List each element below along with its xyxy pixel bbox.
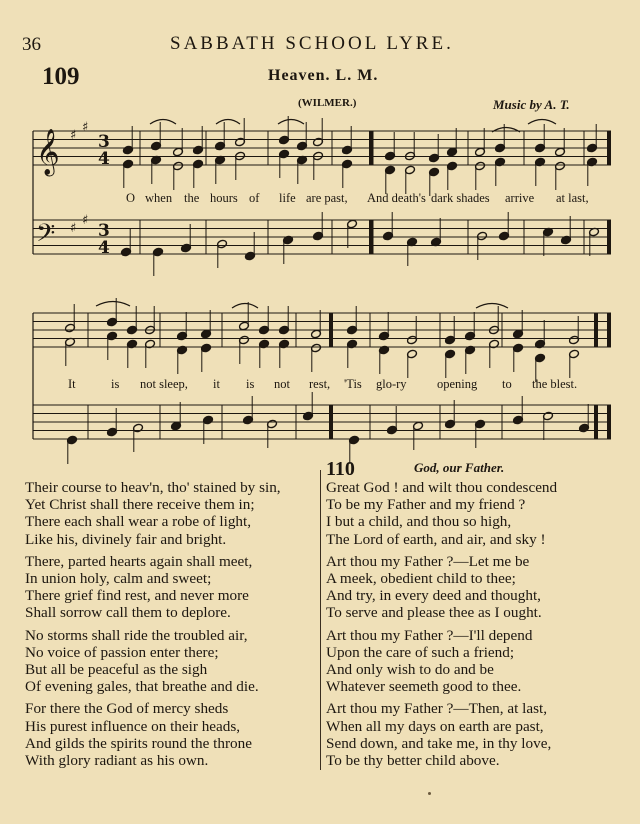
verse-line: Whatever seemeth good to thee.	[326, 678, 522, 696]
print-speck	[428, 792, 431, 795]
stanza	[326, 700, 557, 769]
slur	[96, 302, 130, 307]
verse-line: With glory radiant as his own.	[25, 752, 209, 770]
lyric-word: life	[279, 191, 296, 205]
key-sharp-1: ♯	[70, 128, 77, 143]
stanza	[326, 479, 557, 548]
verse-line: But all be peaceful as the sigh	[25, 661, 208, 679]
stanza	[326, 553, 557, 622]
slur	[528, 120, 556, 125]
verse-line: And gilds the spirits round the throne	[25, 734, 252, 752]
lyric-word: when	[145, 191, 173, 205]
hymn-109-title: Heaven. L. M.	[268, 67, 379, 84]
lyric-word: it	[213, 377, 220, 391]
verse-line: To be my Father and my friend ?	[326, 496, 526, 514]
lyric-word: O	[126, 191, 136, 205]
slur	[232, 304, 258, 309]
running-head: SABBATH SCHOOL LYRE.	[170, 33, 454, 54]
verse-line: There each shall wear a robe of light,	[25, 513, 252, 531]
tune-name: (WILMER.)	[298, 97, 357, 109]
verse-line: Upon the care of such a friend;	[326, 643, 515, 661]
slur	[278, 120, 304, 125]
slur	[216, 120, 240, 125]
column-divider	[320, 470, 321, 770]
verse-line: Art thou my Father ?—Then, at last,	[326, 700, 548, 718]
verse-line: To serve and please thee as I ought.	[326, 604, 542, 622]
verse-line: To be thy better child above.	[326, 752, 500, 770]
stanza	[326, 627, 557, 696]
verse-line: No voice of passion enter there;	[25, 643, 219, 661]
stanza	[25, 553, 281, 622]
time-sig-top: 3	[98, 221, 110, 241]
lyric-word: the	[184, 191, 200, 205]
lyric-word: And death's	[367, 191, 426, 205]
lyric-word: glo-ry	[376, 377, 407, 391]
lyric-word: not	[274, 377, 290, 391]
verse-line: There grief find rest, and never more	[25, 587, 249, 605]
hymn-110-title: God, our Father.	[414, 460, 505, 475]
verse-line: The Lord of earth, and air, and sky !	[326, 530, 546, 548]
verse-line: Great God ! and wilt thou condescend	[326, 479, 558, 496]
lyric-word: 'Tis	[344, 377, 362, 391]
lyric-word: at last,	[556, 191, 589, 205]
stanza	[25, 479, 281, 548]
verse-line: In union holy, calm and sweet;	[25, 570, 212, 588]
time-sig-bottom: 4	[98, 238, 110, 258]
lyric-word: is	[111, 377, 120, 391]
stanza	[25, 627, 281, 696]
lyric-word: opening	[437, 377, 478, 391]
lyric-word: dark shades	[431, 191, 490, 205]
verse-line: Like his, divinely fair and bright.	[25, 530, 227, 548]
time-sig-top: 3	[98, 132, 110, 152]
verse-line: Of evening gales, that breathe and die.	[25, 678, 259, 696]
verse-line: There, parted hearts again shall meet,	[25, 552, 253, 570]
slur	[150, 120, 176, 125]
verse-line: Art thou my Father ?—Let me be	[326, 552, 530, 570]
music-credit: Music by A. T.	[493, 97, 570, 112]
verse-line: Their course to heav'n, tho' stained by sin,	[25, 479, 281, 496]
verse-line: For there the God of mercy sheds	[25, 700, 229, 718]
lyric-word: It	[68, 377, 76, 391]
slur	[476, 304, 508, 309]
hymn-109-stanzas	[25, 479, 281, 774]
verse-line: His purest influence on their heads,	[25, 717, 241, 735]
verse-line: I but a child, and thou so high,	[326, 513, 512, 531]
time-sig-bottom: 4	[98, 149, 110, 169]
verse-line: And try, in every deed and thought,	[326, 587, 541, 605]
verse-line: Shall sorrow call them to deplore.	[25, 604, 231, 622]
hymn-110-stanzas	[326, 479, 557, 774]
lyric-word: not sleep,	[140, 377, 188, 391]
lyric-word: arrive	[505, 191, 535, 205]
lyric-word: are past,	[306, 191, 348, 205]
lyric-word: hours	[210, 191, 238, 205]
lyric-word: is	[246, 377, 255, 391]
treble-clef-1: 𝄞	[36, 129, 60, 175]
lyric-word: rest,	[309, 377, 331, 391]
key-sharp-3: ♯	[70, 221, 77, 236]
bass-clef-1: 𝄢	[36, 219, 56, 254]
key-sharp-4: ♯	[82, 213, 89, 228]
page-number: 36	[22, 34, 41, 55]
verse-line: When all my days on earth are past,	[326, 717, 544, 735]
verse-line: Send down, and take me, in thy love,	[326, 734, 552, 752]
verse-line: Yet Christ shall there receive them in;	[25, 496, 255, 514]
hymn-109-number: 109	[42, 63, 80, 90]
key-sharp-2: ♯	[82, 120, 89, 135]
verse-line: And only wish to do and be	[326, 661, 494, 679]
verse-line: Art thou my Father ?—I'll depend	[326, 626, 533, 644]
lyric-word: of	[249, 191, 260, 205]
stanza	[25, 700, 281, 769]
lyric-word: to	[502, 377, 512, 391]
lyric-word: the blest.	[532, 377, 578, 391]
verse-line: No storms shall ride the troubled air,	[25, 626, 248, 644]
hymn-110-number: 110	[326, 458, 355, 480]
verse-line: A meek, obedient child to thee;	[326, 570, 516, 588]
